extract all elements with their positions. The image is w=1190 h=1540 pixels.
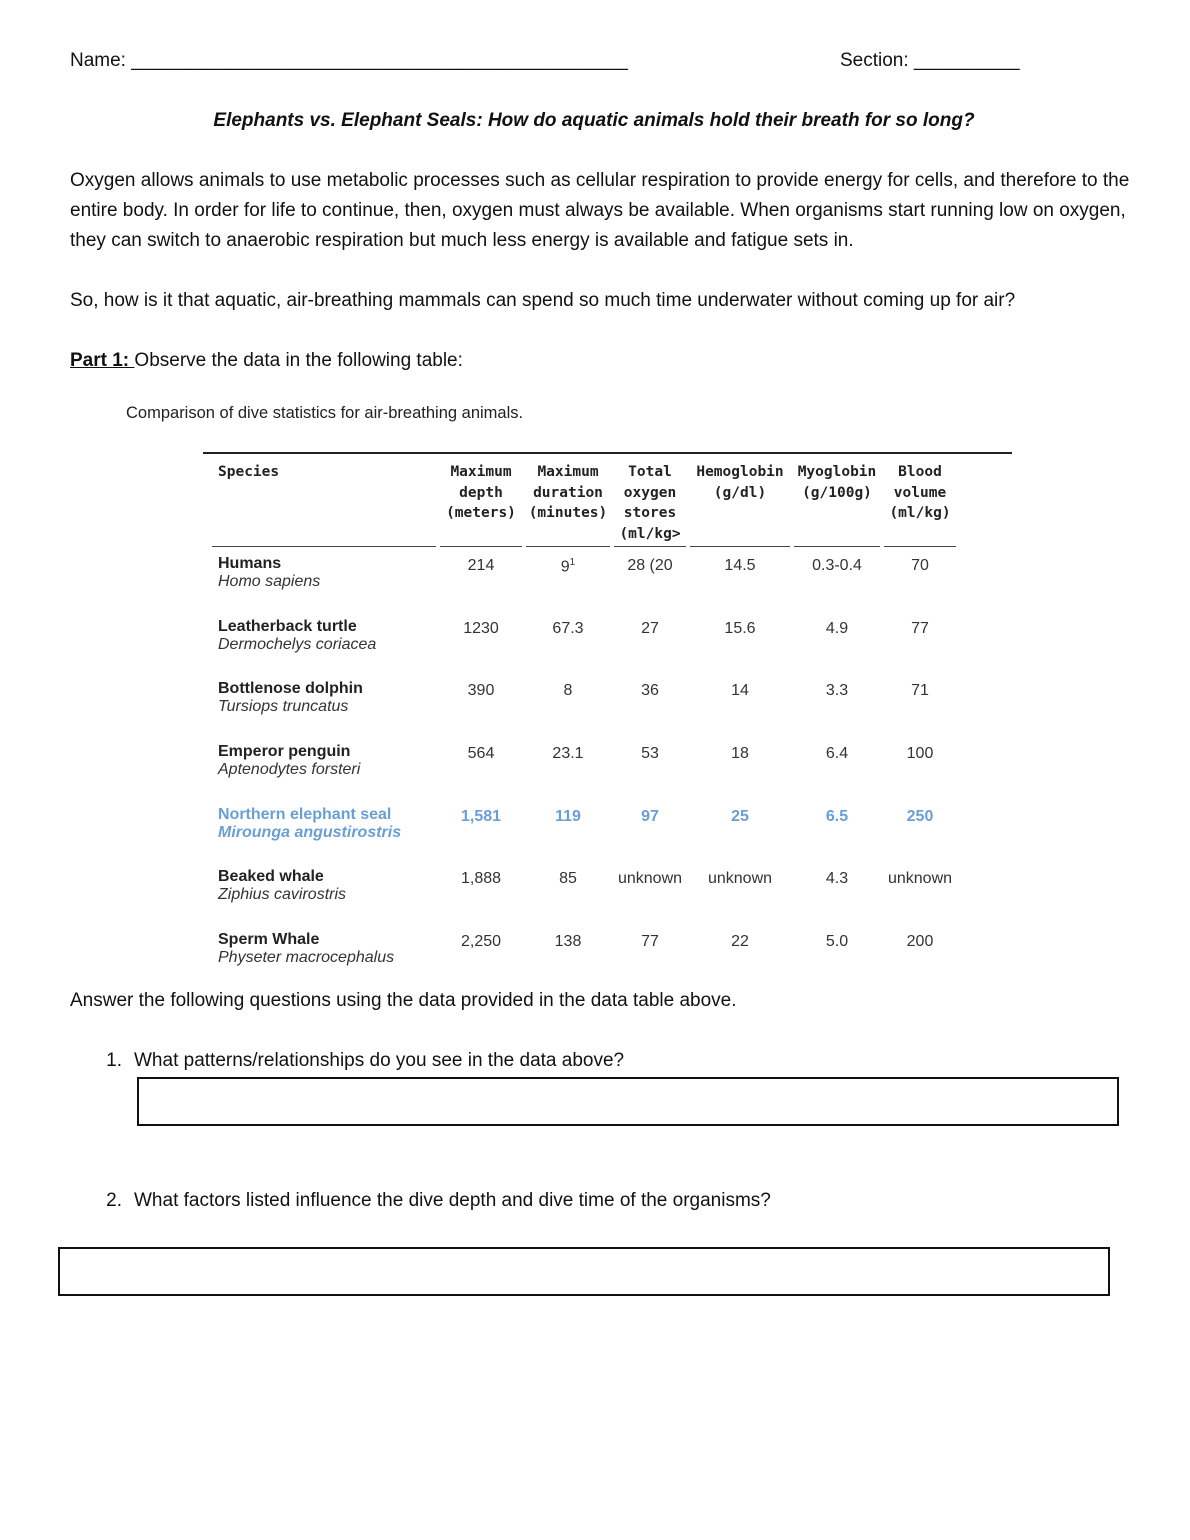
question-number: 2. bbox=[106, 1190, 122, 1211]
myoglobin-cell: 4.9 bbox=[825, 619, 849, 637]
section-field-line[interactable]: Section: __________ bbox=[840, 50, 1020, 71]
myoglobin-cell: 6.4 bbox=[825, 745, 849, 763]
species-cell bbox=[212, 923, 436, 986]
header-blood-volume: Blood volume (ml/kg) bbox=[884, 462, 956, 547]
depth-cell: 390 bbox=[467, 682, 495, 700]
table-caption: Comparison of dive statistics for air-breathing animals. bbox=[126, 404, 524, 422]
depth-cell: 1,888 bbox=[460, 870, 502, 888]
part1-instruction: Observe the data in the following table: bbox=[134, 350, 463, 371]
myoglobin-cell: 0.3-0.4 bbox=[812, 557, 862, 574]
duration-value: 9 bbox=[560, 558, 570, 576]
question-number: 1. bbox=[106, 1050, 122, 1071]
oxygen-cell: 36 bbox=[641, 682, 659, 700]
latin-name: Ziphius cavirostris bbox=[218, 886, 347, 904]
table-row bbox=[212, 923, 956, 986]
latin-name: Dermochelys coriacea bbox=[218, 635, 377, 653]
answer-box-1[interactable] bbox=[137, 1077, 1119, 1126]
table-row bbox=[212, 547, 956, 610]
table-header-row bbox=[212, 462, 956, 547]
footnote-marker: 1 bbox=[569, 557, 576, 568]
oxygen-cell: 97 bbox=[641, 807, 659, 825]
common-name: Bottlenose dolphin bbox=[218, 680, 363, 698]
hemoglobin-cell: 25 bbox=[731, 807, 749, 825]
question-text: What patterns/relationships do you see in the data above? bbox=[134, 1050, 625, 1071]
blood-volume-cell: 200 bbox=[906, 933, 934, 951]
latin-name: Homo sapiens bbox=[218, 573, 321, 590]
myoglobin-cell: 4.3 bbox=[825, 870, 849, 888]
myoglobin-cell: 6.5 bbox=[825, 807, 849, 825]
species-cell bbox=[212, 735, 436, 798]
duration-cell: 138 bbox=[554, 933, 582, 951]
duration-cell: 23.1 bbox=[552, 745, 584, 763]
dive-statistics-table bbox=[208, 462, 960, 986]
common-name: Beaked whale bbox=[218, 868, 324, 886]
duration-cell: 67.3 bbox=[552, 619, 584, 637]
table-row bbox=[212, 860, 956, 923]
latin-name: Aptenodytes forsteri bbox=[218, 761, 361, 779]
hemoglobin-cell: 18 bbox=[731, 745, 749, 763]
hemoglobin-cell: 15.6 bbox=[724, 619, 756, 637]
blood-volume-cell: 77 bbox=[911, 619, 929, 637]
hemoglobin-cell: 22 bbox=[731, 933, 749, 951]
myoglobin-cell: 3.3 bbox=[825, 682, 849, 700]
answer-instructions: Answer the following questions using the data provided in the data table above. bbox=[70, 990, 737, 1011]
species-cell bbox=[212, 798, 436, 861]
myoglobin-cell: 5.0 bbox=[825, 933, 849, 951]
blood-volume-cell: 71 bbox=[911, 682, 929, 700]
blood-volume-cell: 100 bbox=[906, 745, 934, 763]
header-species: Species bbox=[212, 462, 436, 547]
latin-name: Mirounga angustirostris bbox=[218, 823, 402, 841]
latin-name: Physeter macrocephalus bbox=[218, 949, 395, 967]
species-cell bbox=[212, 610, 436, 673]
oxygen-cell: unknown bbox=[617, 870, 683, 888]
blood-volume-cell: unknown bbox=[887, 870, 953, 888]
question-text: What factors listed influence the dive depth and dive time of the organisms? bbox=[134, 1190, 771, 1211]
duration-cell: 85 bbox=[559, 870, 577, 888]
name-field-line[interactable]: Name: _______________________________________________ bbox=[70, 50, 628, 71]
common-name: Humans bbox=[218, 555, 282, 572]
depth-cell: 1,581 bbox=[460, 807, 502, 825]
depth-cell: 564 bbox=[467, 745, 495, 763]
oxygen-cell: 53 bbox=[641, 745, 659, 763]
common-name: Northern elephant seal bbox=[218, 805, 392, 823]
depth-cell: 1230 bbox=[463, 619, 499, 637]
oxygen-cell: 27 bbox=[641, 619, 659, 637]
blood-volume-cell: 250 bbox=[906, 807, 934, 825]
duration-cell: 119 bbox=[555, 807, 581, 825]
duration-cell: 8 bbox=[563, 682, 573, 700]
answer-box-2[interactable] bbox=[58, 1247, 1110, 1296]
common-name: Emperor penguin bbox=[218, 743, 351, 761]
intro-paragraph: Oxygen allows animals to use metabolic processes such as cellular respiration to provide energy for cells, and therefore to the entire body. In order for life to continue, then, oxygen must always be available. When organisms start running low on oxygen, they can switch to anaerobic respiration but much less energy is available and fatigue sets in. bbox=[70, 170, 1130, 251]
species-cell bbox=[212, 672, 436, 735]
header-hemoglobin: Hemoglobin (g/dl) bbox=[690, 462, 790, 547]
hemoglobin-cell: 14.5 bbox=[724, 557, 756, 574]
header-max-duration: Maximum duration (minutes) bbox=[526, 462, 610, 547]
hemoglobin-cell: unknown bbox=[707, 870, 773, 888]
species-cell bbox=[212, 547, 436, 610]
table-row bbox=[212, 735, 956, 798]
latin-name: Tursiops truncatus bbox=[218, 698, 349, 716]
header-oxygen-stores: Total oxygen stores (ml/kg> bbox=[614, 462, 686, 547]
part1-label: Part 1: bbox=[70, 350, 135, 371]
depth-cell: 214 bbox=[467, 557, 495, 574]
table-top-rule bbox=[203, 452, 1012, 454]
header-myoglobin: Myoglobin (g/100g) bbox=[794, 462, 880, 547]
question-2 bbox=[92, 1186, 771, 1216]
duration-cell bbox=[526, 547, 610, 610]
header-max-depth: Maximum depth (meters) bbox=[440, 462, 522, 547]
depth-cell: 2,250 bbox=[460, 933, 502, 951]
oxygen-cell: 77 bbox=[641, 933, 659, 951]
species-cell bbox=[212, 860, 436, 923]
question-1 bbox=[92, 1046, 624, 1076]
guiding-question: So, how is it that aquatic, air-breathing mammals can spend so much time underwater without coming up for air? bbox=[70, 290, 1016, 311]
part1-heading bbox=[70, 346, 463, 376]
table-row-highlighted bbox=[212, 798, 956, 861]
table-row bbox=[212, 672, 956, 735]
common-name: Sperm Whale bbox=[218, 931, 320, 949]
hemoglobin-cell: 14 bbox=[731, 682, 749, 700]
table-row bbox=[212, 610, 956, 673]
common-name: Leatherback turtle bbox=[218, 617, 357, 635]
blood-volume-cell: 70 bbox=[911, 557, 929, 574]
oxygen-cell: 28 (20 bbox=[627, 557, 673, 574]
worksheet-title: Elephants vs. Elephant Seals: How do aquatic animals hold their breath for so long? bbox=[213, 110, 975, 131]
